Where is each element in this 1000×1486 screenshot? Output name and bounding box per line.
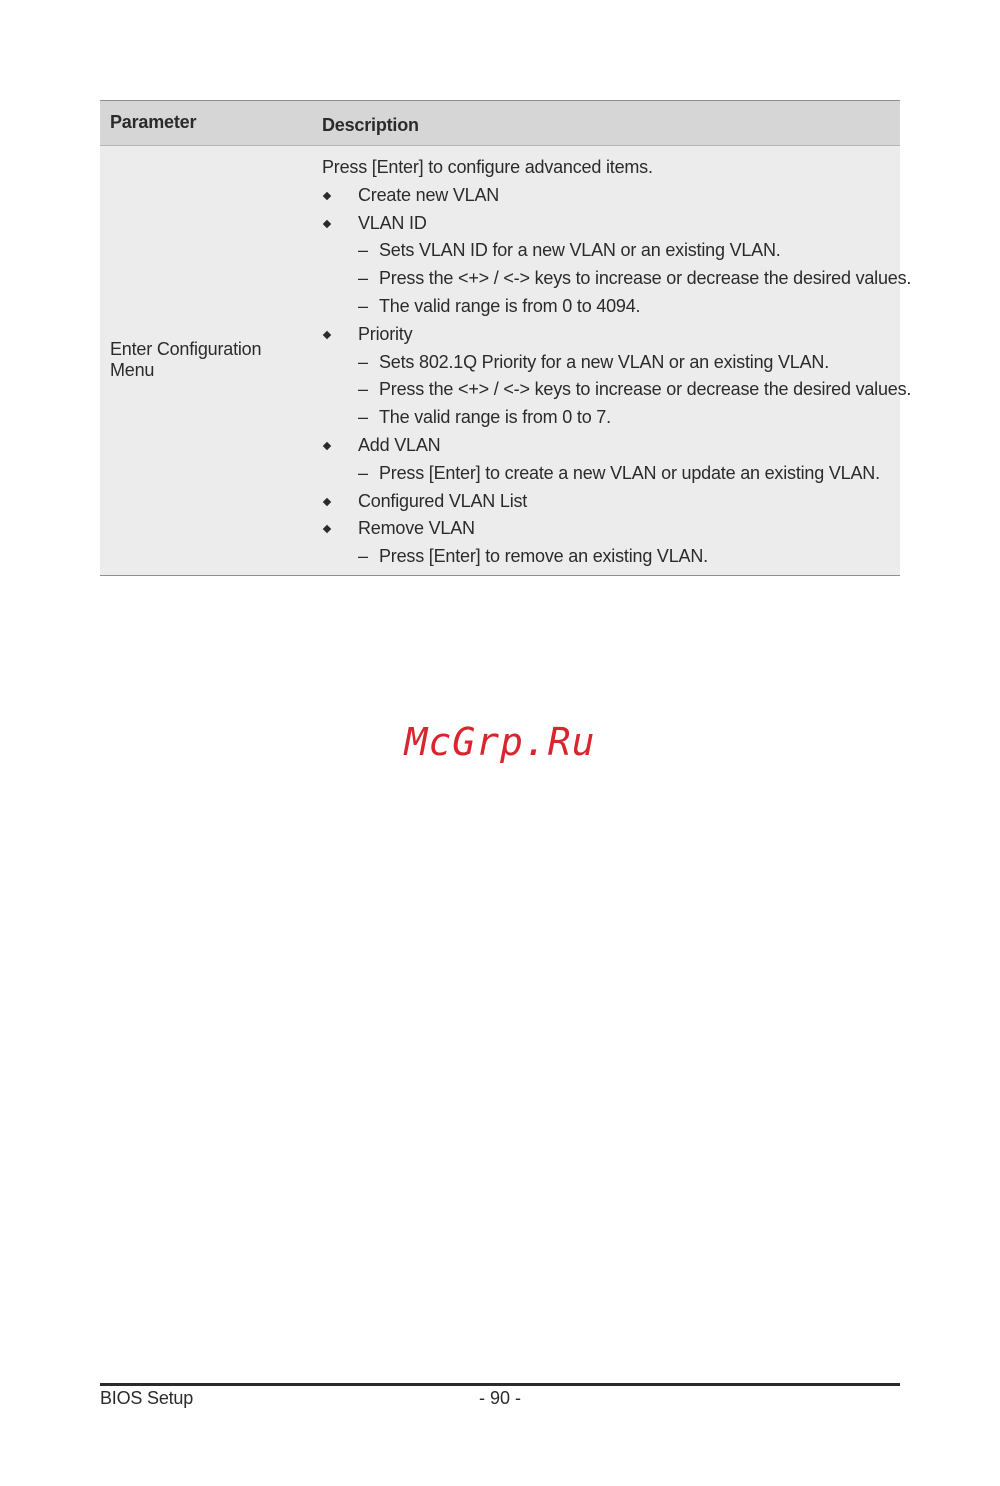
diamond-bullet-icon [323,331,331,339]
dash-bullet-icon: – [358,407,368,428]
diamond-bullet-icon [323,525,331,533]
parameter-name: Enter Configuration Menu [100,146,312,576]
sub-item [322,349,890,377]
page-number: - 90 - [478,1388,521,1408]
list-item [322,488,890,516]
list-item-label: VLAN ID [358,212,427,233]
description-intro: Press [Enter] to configure advanced items. [322,157,653,177]
diamond-bullet-icon [323,442,331,450]
sub-item [322,460,890,488]
sub-item [322,543,890,571]
list-item [322,321,890,349]
table-header-row [100,101,900,146]
dash-bullet-icon: – [358,379,368,400]
diamond-bullet-icon [323,497,331,505]
table-row [100,146,900,576]
dash-bullet-icon: – [358,351,368,372]
list-item-label: Configured VLAN List [358,490,528,511]
sub-item-text: The valid range is from 0 to 7. [379,407,611,428]
footer-section-title: BIOS Setup [100,1388,194,1408]
list-item [322,432,890,460]
sub-item [322,404,890,432]
parameter-description [312,146,912,576]
dash-bullet-icon: – [358,462,368,483]
dash-bullet-icon: – [358,240,368,261]
sub-item-text: The valid range is from 0 to 4094. [379,295,641,316]
dash-bullet-icon: – [358,546,368,567]
diamond-bullet-icon [323,219,331,227]
sub-item [322,237,890,265]
diamond-bullet-icon [323,192,331,200]
list-item-label: Add VLAN [358,434,441,455]
list-item [322,515,890,543]
sub-item-text: Sets 802.1Q Priority for a new VLAN or an existing VLAN. [379,351,830,372]
sub-item-text: Press the <+> / <-> keys to increase or decrease the desired values. [379,268,912,289]
header-description: Description [312,101,900,146]
footer-rule [100,1383,900,1386]
sub-item-text: Sets VLAN ID for a new VLAN or an existing VLAN. [379,240,781,261]
list-item-label: Priority [358,323,413,344]
sub-item [322,376,912,404]
watermark: McGrp.Ru [404,720,596,764]
parameter-table [100,100,912,576]
dash-bullet-icon: – [358,268,368,289]
sub-item [322,293,890,321]
list-item-label: Create new VLAN [358,184,500,205]
list-item-label: Remove VLAN [358,518,475,539]
sub-item-text: Press [Enter] to create a new VLAN or update an existing VLAN. [379,462,880,483]
sub-item-text: Press the <+> / <-> keys to increase or decrease the desired values. [379,379,912,400]
dash-bullet-icon: – [358,295,368,316]
sub-item-text: Press [Enter] to remove an existing VLAN. [379,546,708,567]
list-item [322,210,890,238]
sub-item [322,265,912,293]
list-item [322,182,890,210]
header-parameter: Parameter [100,101,312,146]
